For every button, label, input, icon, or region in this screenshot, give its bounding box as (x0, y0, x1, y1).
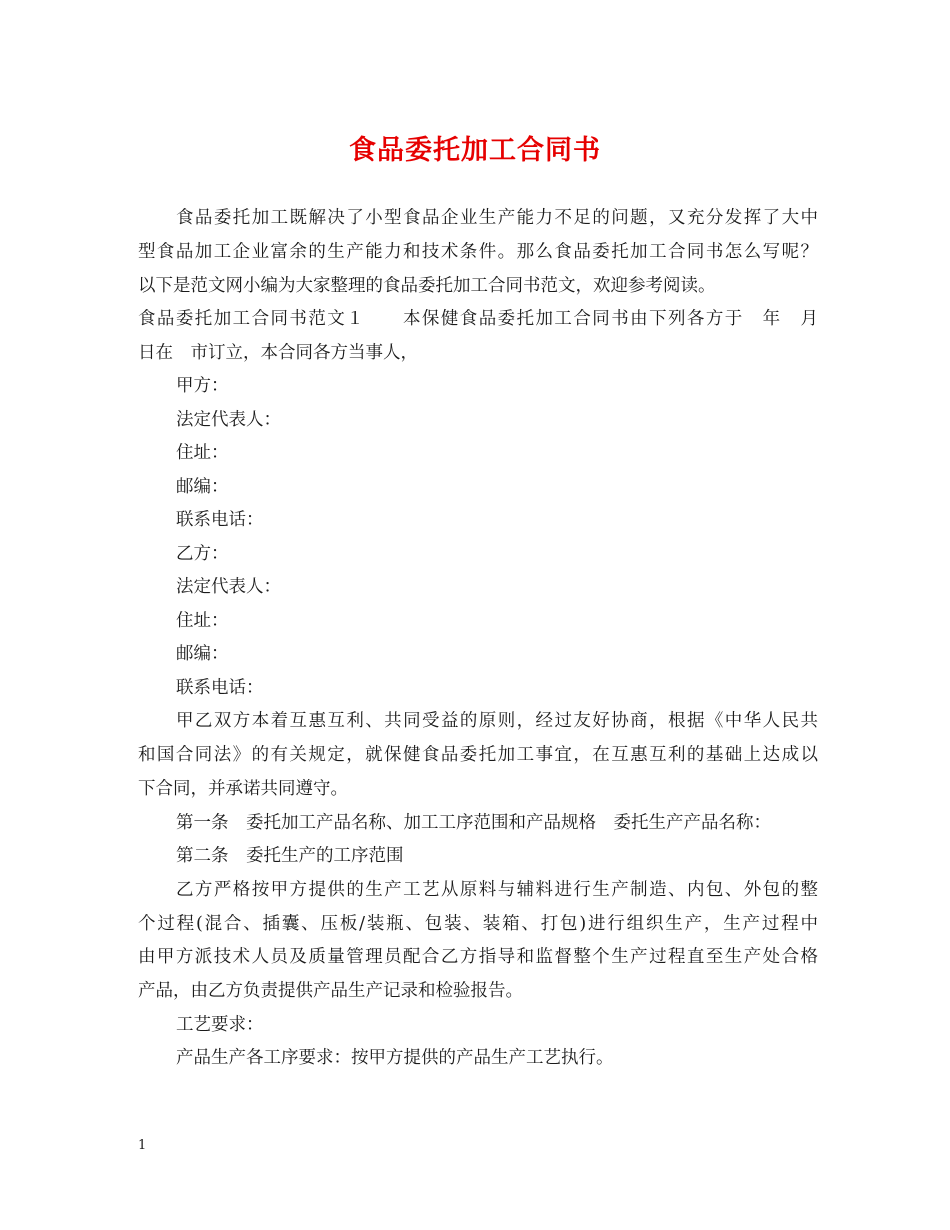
process-requirements-label: 工艺要求： (176, 1015, 264, 1035)
body-line: 产品生产各工序要求：按甲方提供的产品生产工艺执行。 (176, 1048, 614, 1068)
body-line: 由甲方派技术人员及质量管理员配合乙方指导和监督整个生产过程直至生产处合格 (138, 947, 818, 967)
party-b-address-label: 住址： (176, 611, 229, 631)
body-line: 以下是范文网小编为大家整理的食品委托加工合同书范文，欢迎参考阅读。 (138, 276, 716, 296)
document-title: 食品委托加工合同书 (349, 135, 601, 166)
body-line: 型食品加工企业富余的生产能力和技术条件。那么食品委托加工合同书怎么写呢？ (138, 242, 818, 262)
party-b-label: 乙方： (176, 544, 229, 564)
party-a-address-label: 住址： (176, 443, 229, 463)
page-number: 1 (138, 1138, 147, 1153)
article-2-heading: 第二条 委托生产的工序范围 (176, 846, 404, 866)
article-1-heading: 第一条 委托加工产品名称、加工工序范围和产品规格 委托生产产品名称： (176, 813, 771, 833)
party-a-label: 甲方： (176, 376, 229, 396)
body-line: 日在 市订立，本合同各方当事人， (138, 343, 418, 363)
body-line: 乙方严格按甲方提供的生产工艺从原料与辅料进行生产制造、内包、外包的整 (176, 880, 818, 900)
body-line: 和国合同法》的有关规定，就保健食品委托加工事宜，在互惠互利的基础上达成以 (138, 745, 818, 765)
party-a-phone-label: 联系电话： (176, 510, 264, 530)
body-line: 产品，由乙方负责提供产品生产记录和检验报告。 (138, 981, 523, 1001)
party-b-postcode-label: 邮编： (176, 644, 229, 664)
body-line: 下合同，并承诺共同遵守。 (138, 779, 348, 799)
body-line: 个过程(混合、插囊、压板/装瓶、包装、装箱、打包)进行组织生产，生产过程中 (138, 914, 818, 934)
party-a-rep-label: 法定代表人： (176, 410, 281, 430)
party-b-rep-label: 法定代表人： (176, 577, 281, 597)
body-line: 甲乙双方本着互惠互利、共同受益的原则，经过友好协商，根据《中华人民共 (176, 711, 818, 731)
party-b-phone-label: 联系电话： (176, 678, 264, 698)
body-line: 食品委托加工既解决了小型食品企业生产能力不足的问题，又充分发挥了大中 (176, 208, 818, 228)
body-line: 食品委托加工合同书范文１ 本保健食品委托加工合同书由下列各方于 年 月 (138, 309, 818, 329)
party-a-postcode-label: 邮编： (176, 477, 229, 497)
